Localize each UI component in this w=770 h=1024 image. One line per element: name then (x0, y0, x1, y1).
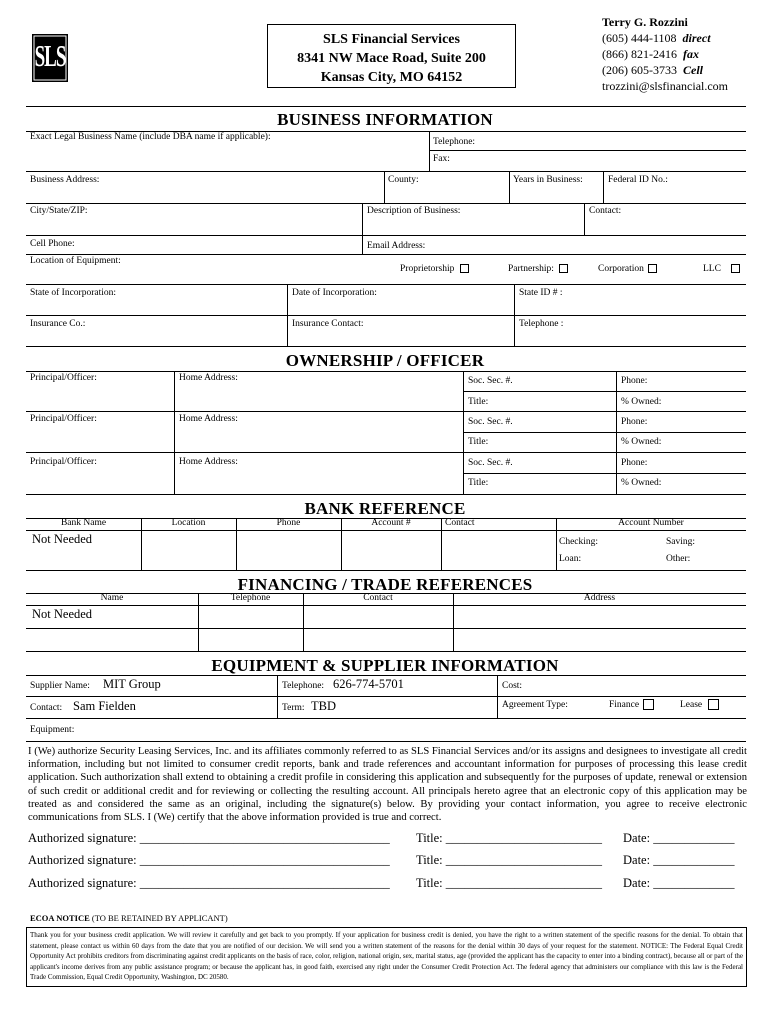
contact-block (602, 14, 728, 94)
officer-principal-label: Principal/Officer: (30, 457, 97, 467)
officer-ssn-label: Soc. Sec. #. (468, 417, 513, 427)
other-label: Other: (666, 554, 691, 564)
officer-phone-label: Phone: (621, 376, 648, 386)
contact-cell-number: (206) 605-3733 (602, 63, 677, 77)
contact-label: Contact: (589, 206, 622, 216)
signature-date-line[interactable]: Date: _____________ (623, 853, 735, 867)
company-address-box (267, 24, 516, 88)
trade-col-telephone: Telephone (230, 593, 271, 603)
county-label: County: (388, 175, 419, 185)
llc-label: LLC (703, 264, 721, 274)
contact-email[interactable]: trozzini@slsfinancial.com (602, 79, 729, 93)
trade-col-contact: Contact (363, 593, 393, 603)
legal-name-label: Exact Legal Business Name (include DBA name if applicable): (30, 132, 271, 142)
location-label: Location of Equipment: (30, 256, 121, 266)
finance-label: Finance (609, 700, 640, 710)
signature-line[interactable]: Authorized signature: ________________________________________ (28, 876, 390, 890)
supplier-name-label: Supplier Name: (30, 681, 90, 691)
saving-label: Saving: (666, 537, 696, 547)
partnership-label: Partnership: (508, 264, 554, 274)
contact-fax-label: fax (683, 47, 699, 61)
officer-phone-label: Phone: (621, 458, 648, 468)
telephone-label: Telephone: (433, 137, 476, 147)
officer-principal-label: Principal/Officer: (30, 414, 97, 424)
sls-logo-text: SLS (34, 40, 66, 74)
signature-date-line[interactable]: Date: _____________ (623, 831, 735, 845)
ecoa-title: ECOA NOTICE (30, 913, 90, 923)
supplier-telephone-value: 626-774-5701 (333, 677, 404, 691)
cost-label: Cost: (502, 681, 523, 691)
authorization-text: I (We) authorize Security Leasing Services, Inc. and its affiliates commonly referred to as SLS Financial Services and/or its assigns and designees to investigate all credit information, including but not limited to consumer credit reports, bank and trade references and accountant information for purposes of processing this lease credit application. Such authorization shall extend to obtaining a credit profile in considering this application and subsequently for the purposes of update, renewal or extension of such credit or additional credit and for reviewing or collecting the resulting account. All principals hereto agree that an electronic copy of this application may be treated as and considered the same as an original, including the signature(s) below. By providing your contact information, you agree to receive electronic communications from SLS. I (We) certify that the above information provided is true and correct. (28, 746, 747, 824)
contact-cell-label: Cell (683, 63, 703, 77)
email-label: Email Address: (367, 241, 426, 251)
term-value: TBD (311, 699, 336, 713)
partnership-checkbox[interactable] (559, 264, 568, 273)
equipment-label: Equipment: (30, 725, 75, 735)
supplier-contact-value: Sam Fielden (73, 699, 136, 713)
description-label: Description of Business: (367, 206, 461, 216)
trade-col-name: Name (100, 593, 124, 603)
bank-col-contact: Contact (445, 518, 475, 528)
ownership-heading: OWNERSHIP / OFFICER (285, 351, 485, 370)
officer-owned-label: % Owned: (621, 397, 662, 407)
city-state-zip-label: City/State/ZIP: (30, 206, 88, 216)
llc-checkbox[interactable] (731, 264, 740, 273)
signature-date-line[interactable]: Date: _____________ (623, 876, 735, 890)
contact-name: Terry G. Rozzini (602, 15, 688, 29)
company-address-line2: Kansas City, MO 64152 (320, 70, 463, 85)
officer-home-address-label: Home Address: (179, 457, 238, 467)
signature-title-line[interactable]: Title: _________________________ (416, 876, 603, 890)
signature-line[interactable]: Authorized signature: ________________________________________ (28, 853, 390, 867)
ecoa-subtitle: (TO BE RETAINED BY APPLICANT) (91, 913, 228, 923)
trade-name-value: Not Needed (32, 607, 93, 621)
state-id-label: State ID # : (519, 288, 563, 298)
company-name: SLS Financial Services (323, 32, 460, 47)
sls-logo (32, 34, 68, 82)
ecoa-notice-box (26, 927, 747, 987)
insurance-telephone-label: Telephone : (519, 319, 564, 329)
officer-home-address-label: Home Address: (179, 373, 238, 383)
trade-heading: FINANCING / TRADE REFERENCES (237, 575, 533, 594)
officer-title-label: Title: (468, 478, 489, 488)
proprietorship-label: Proprietorship (400, 264, 455, 274)
checking-label: Checking: (559, 537, 599, 547)
officer-owned-label: % Owned: (621, 437, 662, 447)
equipment-heading: EQUIPMENT & SUPPLIER INFORMATION (211, 656, 559, 675)
lease-label: Lease (680, 700, 703, 710)
bank-col-account-number: Account Number (618, 518, 684, 528)
officer-title-label: Title: (468, 397, 489, 407)
years-in-business-label: Years in Business: (513, 175, 583, 185)
federal-id-label: Federal ID No.: (608, 175, 668, 185)
signature-line[interactable]: Authorized signature: ________________________________________ (28, 831, 390, 845)
bank-name-value: Not Needed (32, 532, 93, 546)
insurance-co-label: Insurance Co.: (30, 319, 86, 329)
ecoa-text: Thank you for your business credit application. We will review it carefully and get back to you promptly. If your application for business credit is denied, you have the right to a written statement of the specific reasons for the denial. To obtain that statement, please contact us within 60 days from the date that you are notified of our decision. We will send you a written statement of the reasons for the denial within 30 days of your request for the statement. NOTICE: The Federal Equal Credit Opportunity Act prohibits creditors from discriminating against credit applicants on the basis of race, color, religion, national origin, sex, marital status, age (provided the applicant has the capacity to enter into a binding contract), because all or part of the applicant's income derives from any public assistance program; or because the applicant has, in good faith, exercised any right under the Consumer Credit Protection Act. The federal agency that administers our compliance with this law is the Federal Trade Commission, Equal Credit Opportunity, Washington, DC 20580. (30, 931, 743, 982)
contact-fax-number: (866) 821-2416 (602, 47, 677, 61)
lease-checkbox[interactable] (708, 699, 719, 710)
supplier-telephone-label: Telephone: (282, 681, 325, 691)
insurance-contact-label: Insurance Contact: (292, 319, 364, 329)
business-address-label: Business Address: (30, 175, 100, 185)
divider (26, 106, 746, 107)
agreement-type-label: Agreement Type: (502, 700, 568, 710)
finance-checkbox[interactable] (643, 699, 654, 710)
officer-phone-label: Phone: (621, 417, 648, 427)
signature-title-line[interactable]: Title: _________________________ (416, 831, 603, 845)
ecoa-heading (30, 913, 228, 923)
officer-principal-label: Principal/Officer: (30, 373, 97, 383)
date-inc-label: Date of Incorporation: (292, 288, 377, 298)
signature-title-line[interactable]: Title: _________________________ (416, 853, 603, 867)
bank-col-location: Location (171, 518, 206, 528)
proprietorship-checkbox[interactable] (460, 264, 469, 273)
corporation-label: Corporation (598, 264, 644, 274)
officer-ssn-label: Soc. Sec. #. (468, 376, 513, 386)
officer-owned-label: % Owned: (621, 478, 662, 488)
state-inc-label: State of Incorporation: (30, 288, 117, 298)
contact-direct-label: direct (682, 31, 711, 45)
cell-phone-label: Cell Phone: (30, 239, 75, 249)
term-label: Term: (282, 703, 305, 713)
loan-label: Loan: (559, 554, 582, 564)
bank-col-bank-name: Bank Name (60, 518, 107, 528)
officer-ssn-label: Soc. Sec. #. (468, 458, 513, 468)
bank-heading: BANK REFERENCE (304, 499, 466, 518)
contact-direct-number: (605) 444-1108 (602, 31, 677, 45)
corporation-checkbox[interactable] (648, 264, 657, 273)
officer-title-label: Title: (468, 437, 489, 447)
business-heading: BUSINESS INFORMATION (277, 110, 493, 129)
company-address-line1: 8341 NW Mace Road, Suite 200 (297, 51, 486, 66)
officer-home-address-label: Home Address: (179, 414, 238, 424)
trade-col-address: Address (583, 593, 616, 603)
bank-col-phone: Phone (276, 518, 301, 528)
bank-col-account: Account # (371, 518, 411, 528)
fax-label: Fax: (433, 154, 450, 164)
supplier-name-value: MIT Group (103, 677, 161, 691)
supplier-contact-label: Contact: (30, 703, 63, 713)
